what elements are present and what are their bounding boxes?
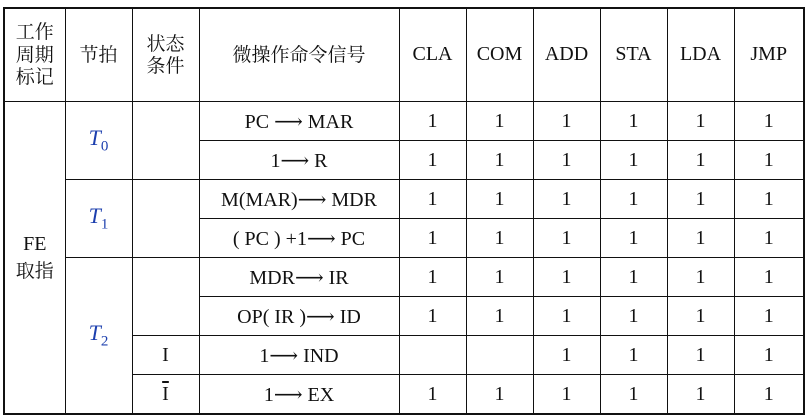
phase-code: FE <box>23 233 47 256</box>
table-row <box>4 102 804 141</box>
condition-empty <box>132 180 199 258</box>
header-add: ADD <box>533 8 600 102</box>
cell-lda: 1 <box>667 180 734 219</box>
cell-lda: 1 <box>667 297 734 336</box>
cell-com: 1 <box>466 102 533 141</box>
cell-jmp: 1 <box>734 258 804 297</box>
micro-op: MDR⟶ IR <box>199 258 399 297</box>
beat-t2 <box>65 258 132 415</box>
table-row <box>4 258 804 297</box>
cell-add: 1 <box>533 141 600 180</box>
cell-add: 1 <box>533 297 600 336</box>
cell-lda: 1 <box>667 258 734 297</box>
cell-cla: 1 <box>399 102 466 141</box>
cell-lda: 1 <box>667 102 734 141</box>
beat-t1-sub: 1 <box>100 216 109 233</box>
header-micro-op: 微操作命令信号 <box>199 8 399 102</box>
cell-sta: 1 <box>600 219 667 258</box>
phase-name: 取指 <box>15 260 54 283</box>
beat-t0 <box>65 102 132 180</box>
micro-op: 1⟶ IND <box>199 336 399 375</box>
cell-add: 1 <box>533 258 600 297</box>
cell-lda: 1 <box>667 336 734 375</box>
beat-t1 <box>65 180 132 258</box>
micro-op: OP( IR )⟶ ID <box>199 297 399 336</box>
cell-com: 1 <box>466 258 533 297</box>
cell-com: 1 <box>466 297 533 336</box>
beat-t0-letter: T <box>88 125 101 151</box>
cell-add: 1 <box>533 102 600 141</box>
header-condition <box>132 8 199 102</box>
header-row <box>4 8 804 102</box>
header-sta: STA <box>600 8 667 102</box>
header-jmp: JMP <box>734 8 804 102</box>
phase-cell <box>4 102 65 415</box>
header-cla: CLA <box>399 8 466 102</box>
cell-cla <box>399 336 466 375</box>
cell-sta: 1 <box>600 297 667 336</box>
header-phase <box>4 8 65 102</box>
cell-jmp: 1 <box>734 102 804 141</box>
cell-cla: 1 <box>399 141 466 180</box>
cell-add: 1 <box>533 180 600 219</box>
cell-sta: 1 <box>600 180 667 219</box>
beat-t2-letter: T <box>88 320 101 346</box>
header-phase-text: 工作 周期 标记 <box>15 21 54 89</box>
cell-cla: 1 <box>399 180 466 219</box>
cell-add: 1 <box>533 336 600 375</box>
micro-op: M(MAR)⟶ MDR <box>199 180 399 219</box>
cell-com: 1 <box>466 141 533 180</box>
header-com: COM <box>466 8 533 102</box>
micro-op: 1⟶ EX <box>199 375 399 415</box>
cell-jmp: 1 <box>734 141 804 180</box>
micro-op: 1⟶ R <box>199 141 399 180</box>
cell-cla: 1 <box>399 219 466 258</box>
cell-lda: 1 <box>667 219 734 258</box>
cell-lda: 1 <box>667 141 734 180</box>
header-lda: LDA <box>667 8 734 102</box>
cell-sta: 1 <box>600 375 667 415</box>
condition-empty <box>132 258 199 336</box>
cell-jmp: 1 <box>734 336 804 375</box>
beat-t1-letter: T <box>88 203 101 229</box>
cell-jmp: 1 <box>734 297 804 336</box>
cell-jmp: 1 <box>734 219 804 258</box>
cell-cla: 1 <box>399 258 466 297</box>
condition-empty <box>132 102 199 180</box>
condition-i: I <box>132 336 199 375</box>
micro-op: PC ⟶ MAR <box>199 102 399 141</box>
header-beat: 节拍 <box>65 8 132 102</box>
cell-sta: 1 <box>600 336 667 375</box>
cell-com: 1 <box>466 219 533 258</box>
beat-t2-sub: 2 <box>100 333 109 350</box>
cell-sta: 1 <box>600 102 667 141</box>
cell-com: 1 <box>466 375 533 415</box>
condition-i-bar <box>132 375 199 415</box>
cell-jmp: 1 <box>734 375 804 415</box>
cell-jmp: 1 <box>734 180 804 219</box>
cell-lda: 1 <box>667 375 734 415</box>
condition-i-bar-text: $\overline{I}$ <box>162 382 169 405</box>
beat-t0-sub: 0 <box>100 138 109 155</box>
cell-add: 1 <box>533 375 600 415</box>
cell-add: 1 <box>533 219 600 258</box>
cell-sta: 1 <box>600 258 667 297</box>
cell-sta: 1 <box>600 141 667 180</box>
table-row <box>4 180 804 219</box>
cell-com: 1 <box>466 180 533 219</box>
header-condition-text: 状态 条件 <box>146 32 185 77</box>
micro-operation-table <box>3 7 805 415</box>
micro-op: ( PC ) +1⟶ PC <box>199 219 399 258</box>
cell-cla: 1 <box>399 375 466 415</box>
cell-cla: 1 <box>399 297 466 336</box>
cell-com <box>466 336 533 375</box>
